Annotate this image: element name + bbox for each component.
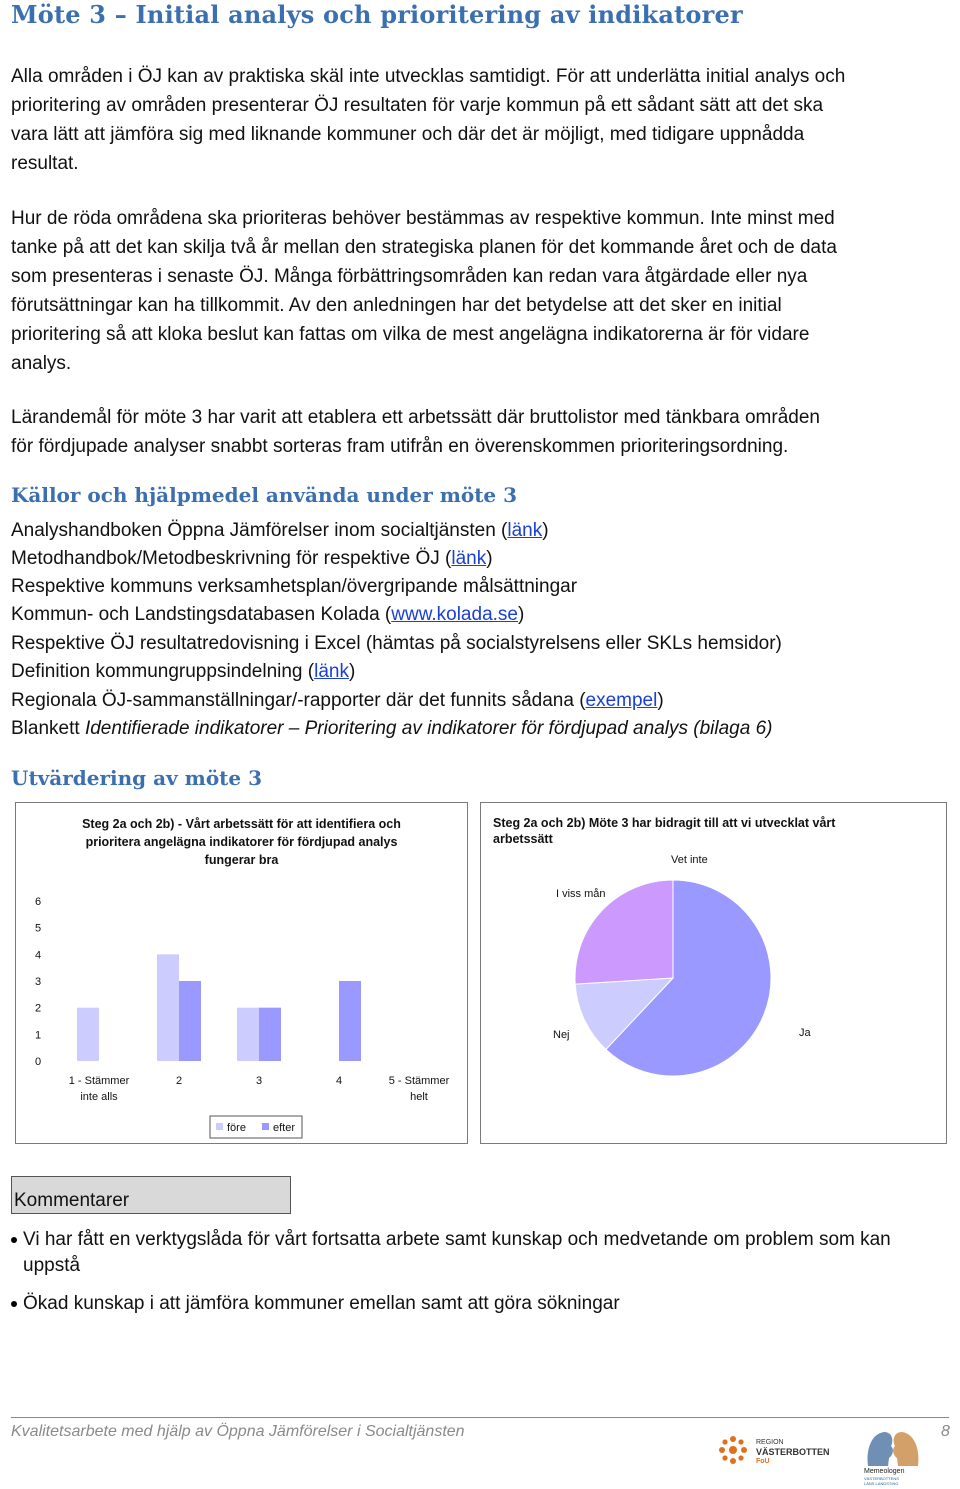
source-item: Kommun- och Landstingsdatabasen Kolada (www.kolada.se) (11, 604, 525, 625)
text-line: som presenteras i senaste ÖJ. Många förbättringsområden kan redan vara åtgärdade eller nya (11, 266, 808, 287)
source-item: Analyshandboken Öppna Jämförelser inom socialtjänsten (länk) (11, 520, 549, 541)
legend-swatch (262, 1123, 269, 1130)
pie-chart-title: Steg 2a och 2b) Möte 3 har bidragit till att vi utvecklat vårt arbetssätt (493, 816, 836, 846)
footer-text: Kvalitetsarbete med hjälp av Öppna Jämförelser i Socialtjänsten (11, 1423, 465, 1440)
bullet-icon (11, 1301, 17, 1307)
text-line: vara lätt att jämföra sig med liknande kommuner och där det är möjligt, med tidigare uppnådda (11, 124, 805, 145)
source-link[interactable]: exempel (585, 690, 658, 711)
bullet-icon (11, 1237, 17, 1243)
pie-label: Vet inte (671, 854, 708, 866)
text-line: för fördjupade analyser snabbt sorteras fram utifrån en överenskommen prioriteringsordning. (11, 436, 789, 457)
comments-header-box (11, 1176, 291, 1214)
source-item: Regionala ÖJ-sammanställningar/-rapporter där det funnits sådana (exempel) (11, 690, 664, 711)
comments-header: Kommentarer (14, 1190, 130, 1211)
star-logo-icon (718, 1435, 748, 1465)
pie-label: Nej (553, 1029, 570, 1041)
x-tick-label: 3 (255, 1075, 263, 1087)
bar-efter (339, 981, 361, 1061)
text-line: prioritering så att kloka beslut kan fattas om vilka de mest angelägna indikatorerna är för vidare (11, 324, 810, 345)
page-number: 8 (941, 1423, 950, 1440)
pie-chart (481, 803, 946, 1143)
x-tick-label: 1 - Stämmer inte alls (68, 1075, 130, 1103)
y-tick-label: 2 (34, 1002, 42, 1015)
y-tick-label: 4 (34, 949, 42, 962)
y-tick-label: 0 (34, 1056, 42, 1068)
source-link[interactable]: länk (451, 548, 487, 569)
faces-logo-icon (862, 1428, 924, 1468)
bar-före (237, 1008, 259, 1061)
y-tick-label: 1 (34, 1029, 42, 1042)
paragraph-intro (11, 62, 946, 178)
source-link[interactable]: länk (507, 520, 543, 541)
source-link[interactable]: www.kolada.se (391, 604, 518, 625)
text-line: Lärandemål för möte 3 har varit att etablera ett arbetssätt där bruttolistor med tänkbara områden (11, 407, 820, 428)
bar-före (157, 954, 179, 1061)
legend-label: före (227, 1122, 246, 1134)
text-line: resultat. (11, 153, 79, 174)
source-item: Respektive kommuns verksamhetsplan/övergripande målsättningar (11, 576, 578, 597)
bar-chart-box (15, 802, 468, 1144)
y-tick-label: 5 (34, 922, 42, 935)
bar-chart (16, 803, 467, 1143)
text-line: tanke på att det kan skilja två år mellan den strategiska planen för det kommande året och de data (11, 237, 837, 258)
source-item: Blankett Identifierade indikatorer – Prioritering av indikatorer för fördjupad analys (bilaga 6) (11, 718, 773, 739)
text-line: förutsättningar kan ha tillkommit. Av den anledningen har det betydelse att det sker en initial (11, 295, 782, 316)
bar-efter (179, 981, 201, 1061)
text-line: Hur de röda områdena ska prioriteras behöver bestämmas av respektive kommun. Inte minst med (11, 208, 835, 229)
pie-label: Ja (799, 1027, 811, 1039)
text-line: prioritering av områden presenterar ÖJ resultaten för varje kommun på ett sådant sätt att det ska (11, 95, 824, 116)
pie-label: I viss mån (556, 888, 606, 900)
text-line: analys. (11, 353, 72, 374)
sources-heading: Källor och hjälpmedel använda under möte 3 (11, 483, 518, 507)
legend-swatch (216, 1123, 223, 1130)
bar-chart-title: Steg 2a och 2b) - Vårt arbetssätt för att identifiera och prioritera angelägna indikatorer för fördjupad analys fungerar bra (82, 817, 401, 867)
y-tick-label: 3 (34, 976, 42, 988)
source-item: Metodhandbok/Metodbeskrivning för respektive ÖJ (länk) (11, 548, 493, 569)
legend-label: efter (273, 1122, 296, 1134)
x-tick-label: 4 (335, 1075, 343, 1087)
comment-bullet: Ökad kunskap i att jämföra kommuner emellan samt att göra sökningar (11, 1291, 941, 1319)
comment-bullet: Vi har fått en verktygslåda för vårt fortsatta arbete samt kunskap och medvetande om problem som kan uppstå (11, 1227, 941, 1283)
paragraph-learning-goal (11, 403, 946, 461)
x-tick-label: 2 (175, 1075, 183, 1087)
evaluation-heading: Utvärdering av möte 3 (11, 766, 263, 790)
source-link[interactable]: länk (314, 661, 349, 682)
source-item: Respektive ÖJ resultatredovisning i Excel (hämtas på socialstyrelsens eller SKLs hemsidor) (11, 633, 782, 654)
paragraph-priority (11, 204, 946, 378)
footer-divider (11, 1417, 949, 1418)
memeologen-logo: Memeologen VÄSTERBOTTENS LÄNS LANDSTING (862, 1428, 924, 1486)
bar-efter (259, 1008, 281, 1061)
x-tick-label: 5 - Stämmer helt (388, 1075, 450, 1103)
region-vasterbotten-logo: REGION VÄSTERBOTTEN FoU (718, 1433, 818, 1473)
source-item: Definition kommungruppsindelning (länk) (11, 661, 356, 682)
text-line: Alla områden i ÖJ kan av praktiska skäl inte utvecklas samtidigt. För att underlätta initial analys och (11, 66, 846, 87)
bar-före (77, 1008, 99, 1061)
y-tick-label: 6 (34, 896, 42, 908)
page-title: Möte 3 – Initial analys och prioritering av indikatorer (11, 0, 743, 29)
form-title: Identifierade indikatorer – Prioritering av indikatorer för fördjupad analys (bilaga 6) (84, 718, 773, 739)
pie-chart-box (480, 802, 947, 1144)
